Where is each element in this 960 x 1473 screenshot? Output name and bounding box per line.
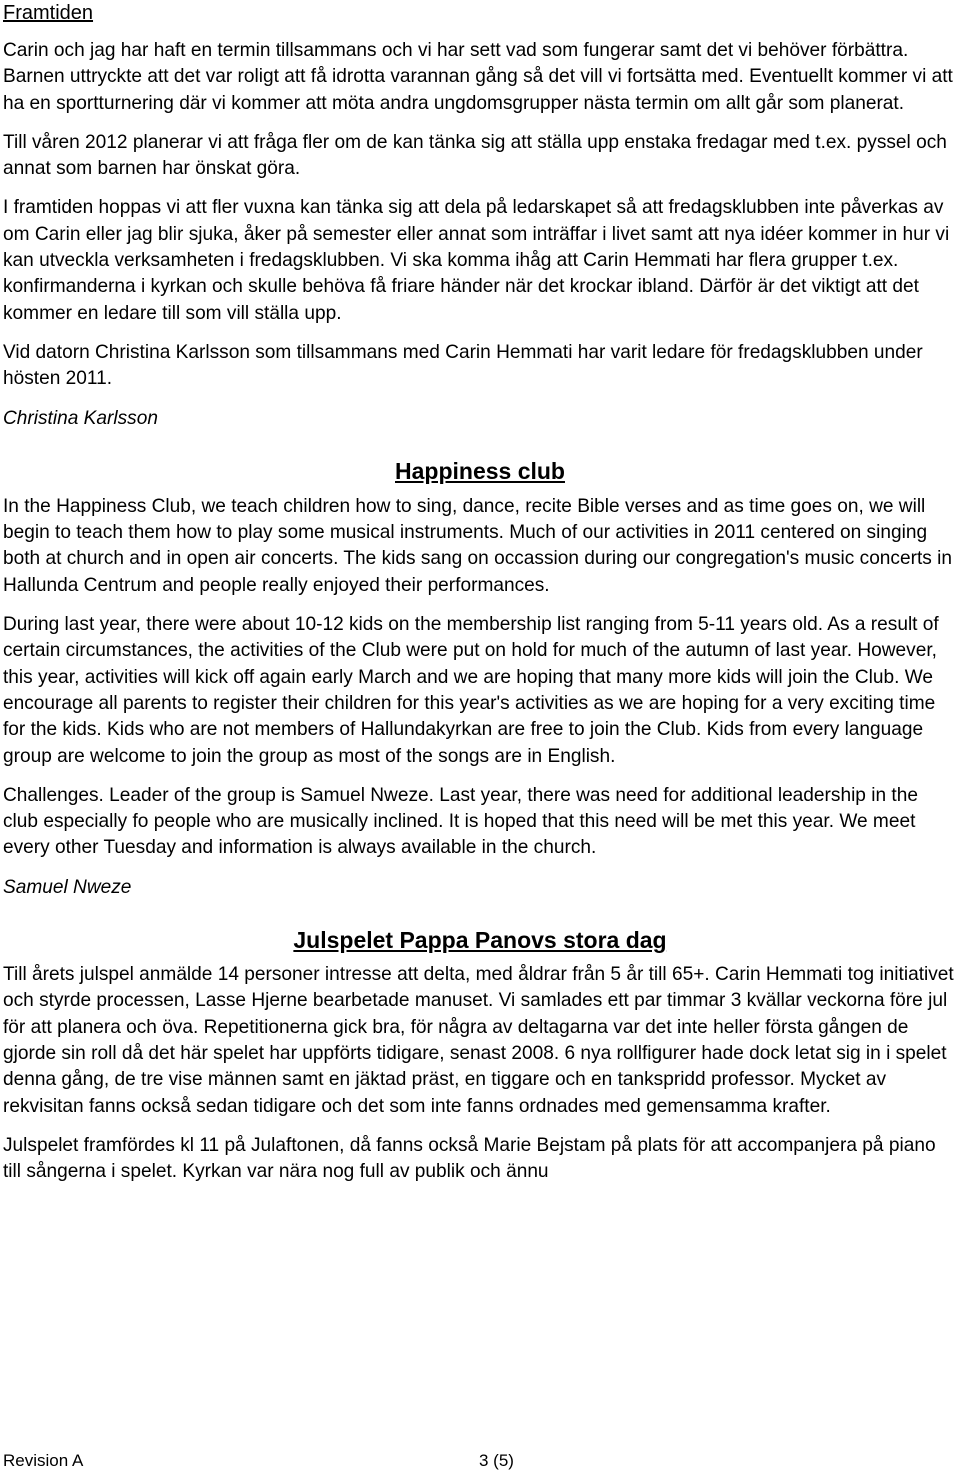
paragraph-julspelet-1: Till årets julspel anmälde 14 personer intresse att delta, med åldrar från 5 år till 65+. Carin Hemmati tog initiativet och styrde processen, Lasse Hjerne bearbetade manuset. Vi samlades ett par timmar 3 kvällar veckorna före jul för att planera och öva. Repetitionerna gick bra, för några av deltagarna var det inte heller första gången de gjorde sin roll då det här spelet har uppförts tidigare, senast 2008. 6 nya rollfigurer hade dock letat sig in i spelet denna gång, de tre vise männen samt en jäktad präst, en tiggare och en tankspridd professor. Mycket av rekvisitan fanns också sedan tidigare och det som inte fanns ordnades med gemensamma krafter. — [3, 964, 954, 1117]
paragraph-framtiden-3: I framtiden hoppas vi att fler vuxna kan tänka sig att dela på ledarskapet så att fredagsklubben inte påverkas av om Carin eller jag blir sjuka, åker på semester eller annat som inträffar i livet samt att nya idéer kommer in hur vi kan utveckla verksamheten i fredagsklubben. Vi ska komma ihåg att Carin Hemmati har flera grupper t.ex. konfirmanderna i kyrkan och skulle behöva få friare händer när det krockar ibland. Därför är det viktigt att det kommer en ledare till som vill ställa upp. — [3, 197, 950, 324]
section-heading-framtiden: Framtiden — [3, 2, 94, 24]
paragraph-happiness-2: During last year, there were about 10-12 kids on the membership list ranging from 5-11 years old. As a result of certain circumstances, the activities of the Club were put on hold for much of the autumn of last year. However, this year, activities will kick off again early March and we are hoping that many more kids will join the Club. We encourage all parents to register their children for this year's activities as we are hoping for a very exciting time for the kids. Kids who are not members of Hallundakyrkan are free to join the Club. Kids from every language group are welcome to join the group as most of the songs are in English. — [3, 614, 939, 767]
footer-revision: Revision A — [3, 1451, 84, 1470]
footer-page-number: 3 (5) — [479, 1451, 514, 1470]
paragraph-framtiden-1: Carin och jag har haft en termin tillsammans och vi har sett vad som fungerar samt det vi behöver förbättra. Barnen uttryckte att det var roligt att få idrotta varannan gång så det vill vi fortsätta med. Eventuellt kommer vi att ha en sportturnering där vi kommer att möta andra ungdomsgrupper nästa termin om allt går som planerat. — [3, 40, 953, 114]
section-heading-happiness-club: Happiness club — [395, 457, 565, 484]
paragraph-julspelet-2: Julspelet framfördes kl 11 på Julaftonen, då fanns också Marie Bejstam på plats för att accompanjera på piano till sångerna i spelet. Kyrkan var nära nog full av publik och ännu — [3, 1134, 936, 1183]
section-heading-julspelet: Julspelet Pappa Panovs stora dag — [293, 927, 667, 954]
paragraph-framtiden-4: Vid datorn Christina Karlsson som tillsammans med Carin Hemmati har varit ledare för fredagsklubben under hösten 2011. — [3, 341, 923, 390]
paragraph-happiness-3: Challenges. Leader of the group is Samuel Nweze. Last year, there was need for additional leadership in the club especially fo people who are musically inclined. It is hoped that this need will be met this year. We meet every other Tuesday and information is always available in the church. — [3, 784, 918, 859]
signature-samuel: Samuel Nweze — [3, 876, 132, 898]
signature-christina: Christina Karlsson — [3, 407, 158, 429]
paragraph-happiness-1: In the Happiness Club, we teach children how to sing, dance, recite Bible verses and as time goes on, we will begin to teach them how to play some musical instruments. Much of our activities in 2011 centered on singing both at church and in open air concerts. The kids sang on occassion during our congregation's music concerts in Hallunda Centrum and people really enjoyed their performances. — [3, 495, 952, 596]
document-content — [3, 0, 957, 1198]
paragraph-framtiden-2: Till våren 2012 planerar vi att fråga fler om de kan tänka sig att ställa upp enstaka fredagar med t.ex. pyssel och annat som barnen har önskat göra. — [3, 131, 947, 180]
